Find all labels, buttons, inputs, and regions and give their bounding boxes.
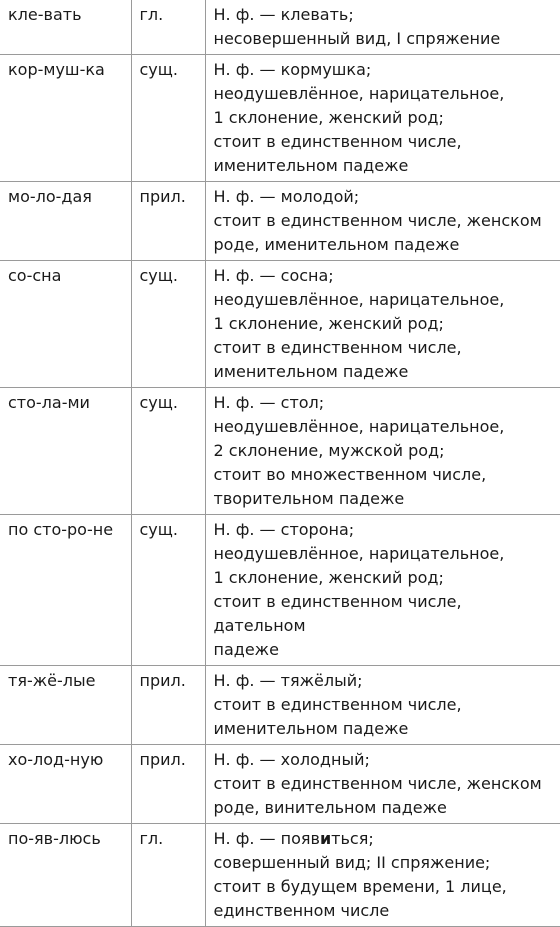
morphology-description-cell [205,515,560,666]
description-text: неодушевлённое, нарицательное, [213,290,505,309]
description-text: роде, винительном падеже [213,798,447,817]
part-of-speech-cell: гл. [131,0,205,55]
part-of-speech-cell: прил. [131,182,205,261]
word-syllables-cell: по сто-ро-не [0,515,131,666]
description-line [214,154,554,178]
part-of-speech-cell: сущ. [131,261,205,388]
description-line [214,415,554,439]
table-row [0,388,560,515]
word-syllables-cell: кор-муш-ка [0,55,131,182]
description-line [214,209,554,233]
description-text: стоит в единственном числе, [213,338,462,357]
description-text: Н. ф. — молодой; [213,187,360,206]
description-line [214,772,554,796]
description-text: роде, именительном падеже [213,235,460,254]
description-line [214,875,554,899]
description-line [214,899,554,923]
description-line [214,851,554,875]
description-line [214,669,554,693]
description-text: стоит во множественном числе, [213,465,487,484]
description-text: 1 склонение, женский род; [213,568,444,587]
description-line [214,566,554,590]
description-text: 2 склонение, мужской род; [213,441,445,460]
part-of-speech-cell: сущ. [131,55,205,182]
description-text: Н. ф. — сторона; [213,520,355,539]
description-text: Н. ф. — стол; [213,393,325,412]
table-row [0,824,560,927]
description-line [214,27,554,51]
description-text: Н. ф. — появ [213,829,320,848]
description-line [214,312,554,336]
description-line [214,264,554,288]
description-line [214,717,554,741]
description-text: неодушевлённое, нарицательное, [213,84,505,103]
description-line [214,82,554,106]
description-text: единственном числе [213,901,390,920]
description-line [214,106,554,130]
table-row [0,55,560,182]
description-line [214,518,554,542]
description-line [214,487,554,511]
description-text: неодушевлённое, нарицательное, [213,417,505,436]
description-text: стоит в единственном числе, дательном [213,592,462,635]
table-row [0,745,560,824]
part-of-speech-cell: сущ. [131,515,205,666]
description-line [214,288,554,312]
word-syllables-cell: со-сна [0,261,131,388]
part-of-speech-cell: прил. [131,666,205,745]
description-line [214,463,554,487]
morphology-description-cell [205,824,560,927]
description-line [214,58,554,82]
description-text: стоит в единственном числе, [213,695,462,714]
description-text: стоит в единственном числе, женском [213,211,542,230]
word-syllables-cell: тя-жё-лые [0,666,131,745]
table-row [0,182,560,261]
table-row [0,515,560,666]
description-text: падеже [213,640,279,659]
part-of-speech-cell: сущ. [131,388,205,515]
description-text: Н. ф. — сосна; [213,266,334,285]
description-text: именительном падеже [213,719,409,738]
description-line [214,130,554,154]
word-syllables-cell: кле-вать [0,0,131,55]
description-text: именительном падеже [213,156,409,175]
description-line [214,796,554,820]
description-text: совершенный вид; II спряжение; [213,853,491,872]
description-text: Н. ф. — клевать; [213,5,354,24]
description-text: Н. ф. — холодный; [213,750,370,769]
word-syllables-cell: сто-ла-ми [0,388,131,515]
description-line [214,336,554,360]
description-text: Н. ф. — тяжёлый; [213,671,363,690]
description-line [214,3,554,27]
word-syllables-cell: хо-лод-ную [0,745,131,824]
description-line [214,542,554,566]
morphology-description-cell [205,388,560,515]
description-text: неодушевлённое, нарицательное, [213,544,505,563]
word-syllables-cell: по-яв-люсь [0,824,131,927]
description-text: ться; [331,829,374,848]
description-text: стоит в единственном числе, женском [213,774,542,793]
stressed-letter: и [319,829,332,848]
description-line [214,360,554,384]
description-line [214,233,554,257]
description-line [214,185,554,209]
description-line [214,590,554,638]
morphology-description-cell [205,0,560,55]
morphology-description-cell [205,261,560,388]
table-row [0,0,560,55]
description-text: 1 склонение, женский род; [213,314,444,333]
table-row [0,666,560,745]
part-of-speech-cell: гл. [131,824,205,927]
part-of-speech-cell: прил. [131,745,205,824]
morphology-description-cell [205,666,560,745]
description-line [214,391,554,415]
description-text: Н. ф. — кормушка; [213,60,372,79]
morphology-description-cell [205,745,560,824]
description-text: 1 склонение, женский род; [213,108,444,127]
word-syllables-cell: мо-ло-дая [0,182,131,261]
table-row [0,261,560,388]
description-text: стоит в единственном числе, [213,132,462,151]
description-text: творительном падеже [213,489,405,508]
morphology-description-cell [205,182,560,261]
description-text: стоит в будущем времени, 1 лице, [213,877,507,896]
description-line [214,439,554,463]
morphology-description-cell [205,55,560,182]
description-line [214,748,554,772]
description-line [214,638,554,662]
description-text: несовершенный вид, I спряжение [213,29,501,48]
description-text: именительном падеже [213,362,409,381]
description-line [214,827,554,851]
description-line [214,693,554,717]
